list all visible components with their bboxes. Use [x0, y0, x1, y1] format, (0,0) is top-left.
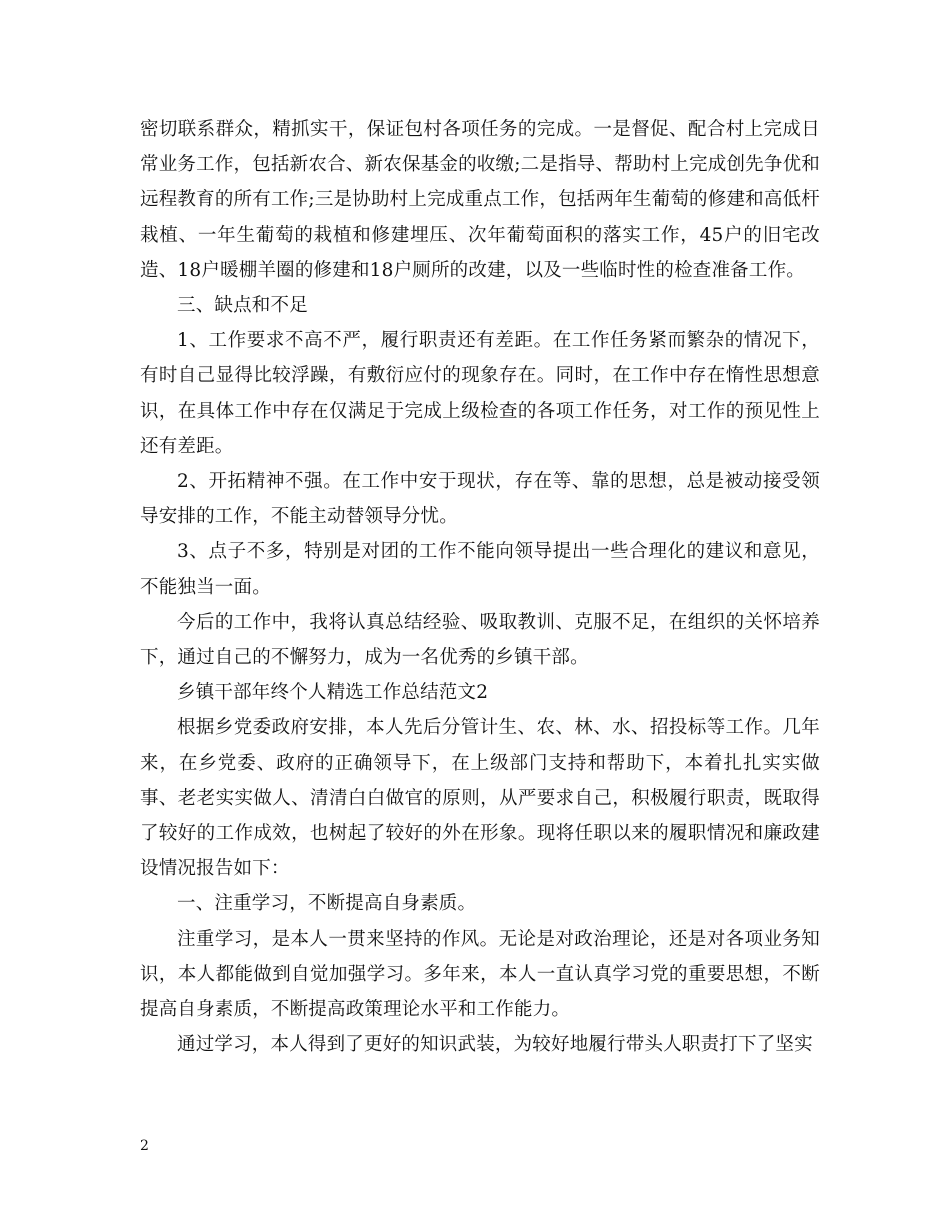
paragraph-1: 密切联系群众，精抓实干，保证包村各项任务的完成。一是督促、配合村上完成日常业务工作，包括新农合、新农保基金的收缴;二是指导、帮助村上完成创先争优和远程教育的所有工作;三是协助村上完成重点工作，包括两年生葡萄的修建和高低杆栽植、一年生葡萄的栽植和修建埋压、次年葡萄面积的落实工作，45户的旧宅改造、18户暖棚羊圈的修建和18户厕所的改建，以及一些临时性的检查准备工作。 [140, 119, 820, 281]
document-body [140, 112, 820, 1062]
section-heading-study: 一、注重学习，不断提高自身素质。 [177, 893, 477, 915]
paragraph-shortcoming-1: 1、工作要求不高不严，履行职责还有差距。在工作任务紧而繁杂的情况下，有时自己显得比较浮躁，有敷衍应付的现象存在。同时，在工作中存在惰性思想意识，在具体工作中存在仅满足于完成上级检查的各项工作任务，对工作的预见性上还有差距。 [140, 330, 820, 457]
page-number: 2 [140, 1138, 149, 1154]
article-title-2: 乡镇干部年终个人精选工作总结范文2 [177, 682, 489, 704]
paragraph-study-result: 通过学习，本人得到了更好的知识武装，为较好地履行带头人职责打下了坚实 [177, 1034, 813, 1056]
paragraph-study: 注重学习，是本人一贯来坚持的作风。无论是对政治理论，还是对各项业务知识，本人都能做到自觉加强学习。多年来，本人一直认真学习党的重要思想，不断提高自身素质，不断提高政策理论水平和工作能力。 [140, 928, 820, 1021]
section-heading-shortcomings: 三、缺点和不足 [177, 295, 308, 317]
paragraph-future-work: 今后的工作中，我将认真总结经验、吸取教训、克服不足，在组织的关怀培养下，通过自己的不懈努力，成为一名优秀的乡镇干部。 [140, 611, 820, 669]
paragraph-shortcoming-2: 2、开拓精神不强。在工作中安于现状，存在等、靠的思想，总是被动接受领导安排的工作，不能主动替领导分忧。 [140, 471, 820, 528]
paragraph-shortcoming-3: 3、点子不多，特别是对团的工作不能向领导提出一些合理化的建议和意见，不能独当一面。 [140, 541, 820, 598]
paragraph-intro: 根据乡党委政府安排，本人先后分管计生、农、林、水、招投标等工作。几年来，在乡党委、政府的正确领导下，在上级部门支持和帮助下，本着扎扎实实做事、老老实实做人、清清白白做官的原则，从严要求自己，积极履行职责，既取得了较好的工作成效，也树起了较好的外在形象。现将任职以来的履职情况和廉政建设情况报告如下： [140, 717, 820, 880]
